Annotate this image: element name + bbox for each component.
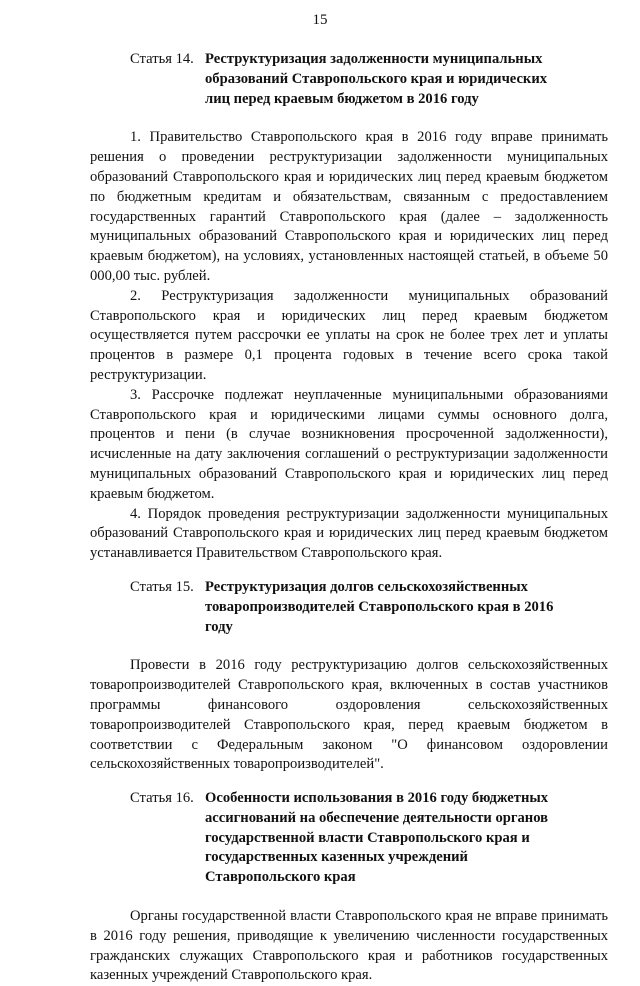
article-number: Статья 15. bbox=[130, 578, 194, 595]
article-heading bbox=[90, 50, 608, 109]
article-paragraph: 2. Реструктуризация задолженности муниципальных образований Ставропольского края и юридических лиц перед краевым бюджетом осуществляется путем рассрочки ее уплаты на срок не более трех лет и уплаты процентов в размере 0,1 процента годовых в течение всего срока такой реструктуризации. bbox=[90, 287, 608, 383]
article-number: Статья 14. bbox=[130, 51, 194, 67]
article-paragraph: Провести в 2016 году реструктуризацию долгов сельскохозяйственных товаропроизводителей Ставропольского края, включенных в состав участников программы финансового оздоровления сельскохозяйственных товаропроизводителей Ставропольского края, перед краевым бюджетом в соответствии с Федеральным законом "О финансовом оздоровлении сельскохозяйственных товаропроизводителей". bbox=[90, 657, 608, 773]
article-paragraph: 4. Порядок проведения реструктуризации задолженности муниципальных образований Ставропольского края и юридических лиц перед краевым бюджетом устанавливается Правительством Ставропольского края. bbox=[90, 505, 608, 562]
article-heading bbox=[90, 789, 608, 888]
article-paragraph: Органы государственной власти Ставропольского края не вправе принимать в 2016 году решения, приводящие к увеличению численности государственных гражданских служащих Ставропольского края и работников государственных казенных учреждений Ставропольского края. bbox=[90, 908, 608, 984]
article-paragraph: 3. Рассрочке подлежат неуплаченные муниципальными образованиями Ставропольского края и юридическими лицами суммы основного долга, процентов и пени (в случае возникновения просроченной задолженности), исчисленные на дату заключения соглашений о реструктуризации задолженности муниципальных образований Ставропольского края и юридических лиц перед краевым бюджетом. bbox=[90, 386, 608, 502]
article-title: Особенности использования в 2016 году бюджетных ассигнований на обеспечение деятельности органов государственной власти Ставропольского края и государственных казенных учреждений Ставропольского края bbox=[205, 790, 549, 886]
document-body bbox=[90, 50, 608, 986]
article-title: Реструктуризация долгов сельскохозяйственных товаропроизводителей Ставропольского края в 2016 году bbox=[205, 578, 554, 635]
article-paragraph: 1. Правительство Ставропольского края в 2016 году вправе принимать решения о проведении реструктуризации задолженности муниципальных образований Ставропольского края и юридических лиц перед краевым бюджетом по бюджетным кредитам и обязательствам, связанным с предоставлением государственных гарантий Ставропольского края (далее – задолженность муниципальных образований Ставропольского края и юридических лиц перед краевым бюджетом), на условиях, установленных настоящей статьей, в объеме 50 000,00 тыс. рублей. bbox=[90, 129, 608, 284]
article-title: Реструктуризация задолженности муниципальных образований Ставропольского края и юридических лиц перед краевым бюджетом в 2016 году bbox=[205, 51, 548, 107]
article-number: Статья 16. bbox=[130, 790, 194, 807]
page-number: 15 bbox=[312, 12, 328, 28]
article-heading bbox=[90, 578, 608, 637]
